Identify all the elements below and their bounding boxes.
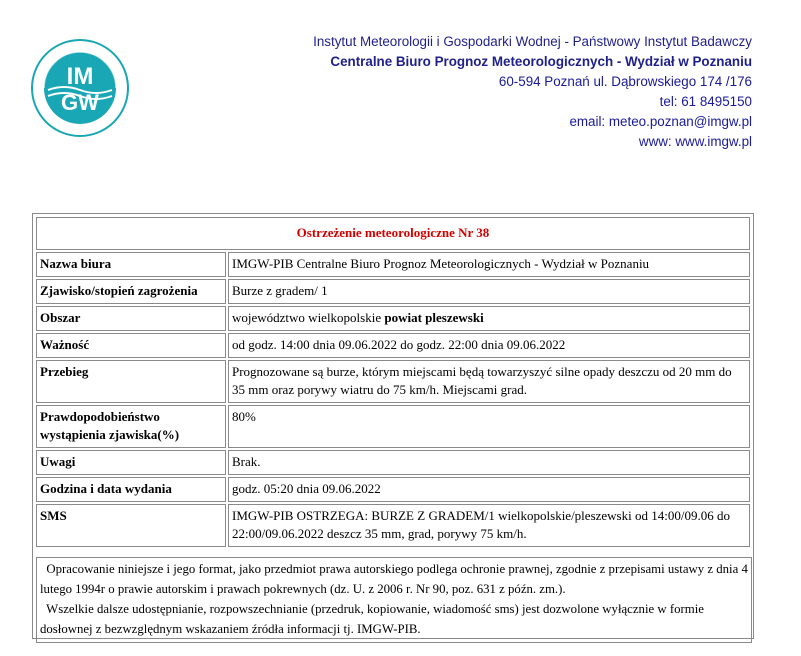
label-notes: Uwagi	[36, 450, 226, 475]
logo-text-top: IM	[66, 63, 94, 90]
header-website: www: www.imgw.pl	[638, 134, 752, 149]
value-office: IMGW-PIB Centralne Biuro Prognoz Meteorologicznych - Wydział w Poznaniu	[228, 252, 750, 277]
table-row	[36, 360, 750, 403]
area-county: powiat pleszewski	[384, 310, 484, 325]
value-notes: Brak.	[228, 450, 750, 475]
label-course: Przebieg	[36, 360, 226, 403]
header-office-name: Centralne Biuro Prognoz Meteorologicznych - Wydział w Poznaniu	[330, 54, 752, 69]
value-issued: godz. 05:20 dnia 09.06.2022	[228, 477, 750, 502]
table-row	[36, 333, 750, 358]
label-validity: Ważność	[36, 333, 226, 358]
value-area	[228, 306, 750, 331]
institute-header	[313, 32, 752, 152]
header-phone: tel: 61 8495150	[659, 94, 752, 109]
label-area: Obszar	[36, 306, 226, 331]
redistribution-paragraph	[40, 599, 748, 639]
title-row	[36, 217, 750, 250]
value-validity: od godz. 14:00 dnia 09.06.2022 do godz. 22:00 dnia 09.06.2022	[228, 333, 750, 358]
table-row	[36, 252, 750, 277]
value-sms: IMGW-PIB OSTRZEGA: BURZE Z GRADEM/1 wielkopolskie/pleszewski od 14:00/09.06 do 22:00/09.06.2022 deszcz 35 mm, grad, porywy 75 km/h.	[228, 504, 750, 547]
redistribution-text: Wszelkie dalsze udostępnianie, rozpowszechnianie (przedruk, kopiowanie, wiadomość sms) jest dozwolone wyłącznie w formie dosłownej z bezwzględnym wskazaniem źródła informacji tj. IMGW-PIB.	[40, 602, 704, 636]
header-email: email: meteo.poznan@imgw.pl	[569, 114, 752, 129]
table-row	[36, 450, 750, 475]
label-sms: SMS	[36, 504, 226, 547]
table-row	[36, 306, 750, 331]
copyright-text: Opracowanie niniejsze i jego format, jako przedmiot prawa autorskiego podlega ochronie prawnej, zgodnie z przepisami ustawy z dnia 4 lutego 1994r o prawie autorskim i prawach pokrewnych (dz. U. z 2006 r. Nr 90, poz. 631 z późn. zm.).	[40, 562, 748, 596]
area-voivodeship: województwo wielkopolskie	[232, 310, 385, 325]
copyright-notice	[36, 557, 752, 643]
warning-table	[34, 215, 752, 549]
table-row	[36, 405, 750, 448]
warning-title: Ostrzeżenie meteorologiczne Nr 38	[36, 217, 750, 250]
header-address: 60-594 Poznań ul. Dąbrowskiego 174 /176	[498, 74, 752, 89]
label-probability: Prawdopodobieństwo wystąpienia zjawiska(%)	[36, 405, 226, 448]
label-issued: Godzina i data wydania	[36, 477, 226, 502]
value-course: Prognozowane są burze, którym miejscami będą towarzyszyć silne opady deszczu od 20 mm do 35 mm oraz porywy wiatru do 75 km/h. Miejscami grad.	[228, 360, 750, 403]
copyright-paragraph	[40, 559, 748, 599]
header-institute-name: Instytut Meteorologii i Gospodarki Wodnej - Państwowy Instytut Badawczy	[313, 34, 752, 49]
table-row	[36, 477, 750, 502]
logo-text-bottom: GW	[61, 90, 99, 115]
label-office: Nazwa biura	[36, 252, 226, 277]
table-row	[36, 504, 750, 547]
imgw-logo	[30, 38, 130, 138]
table-row	[36, 279, 750, 304]
value-probability: 80%	[228, 405, 750, 448]
label-phenomenon: Zjawisko/stopień zagrożenia	[36, 279, 226, 304]
value-phenomenon: Burze z gradem/ 1	[228, 279, 750, 304]
